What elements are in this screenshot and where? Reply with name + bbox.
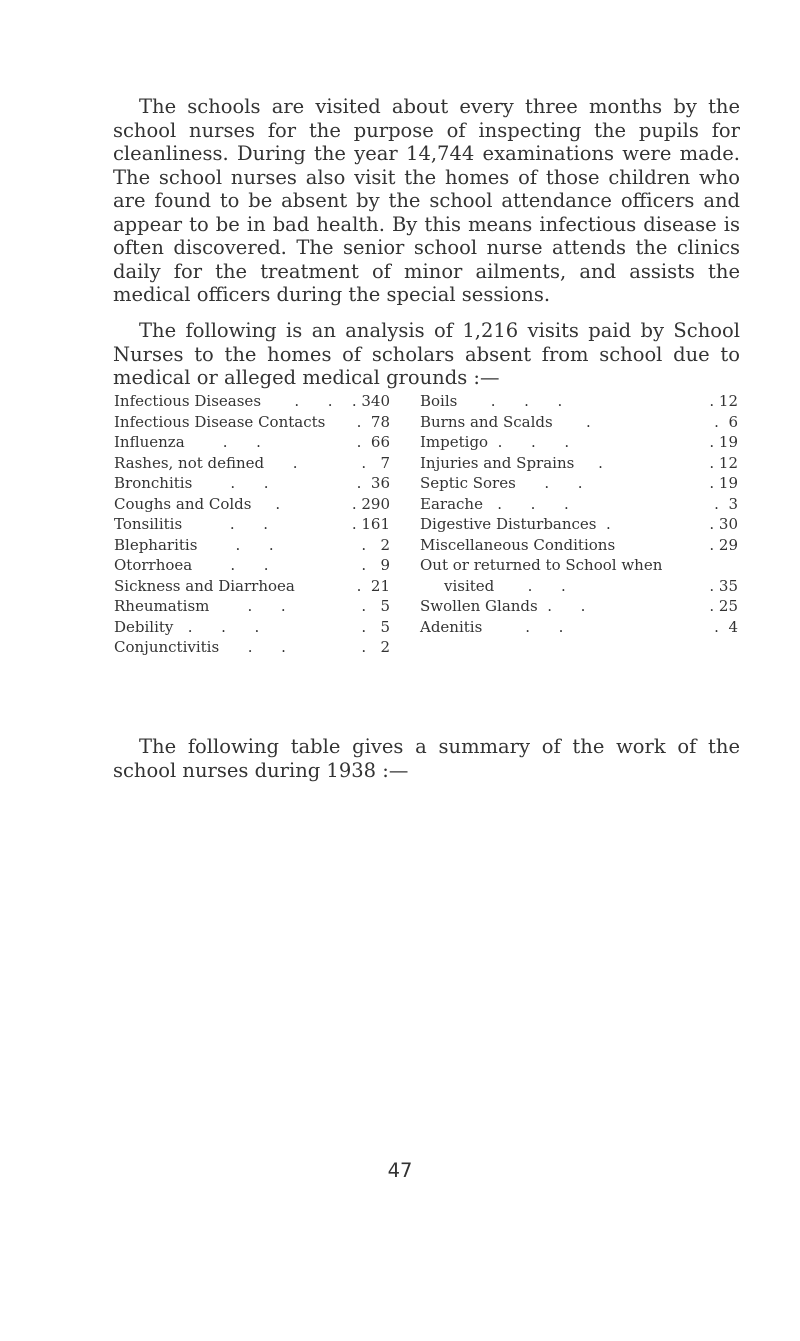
table-row [114,494,390,515]
row-value: . 7 [361,453,390,472]
row-value: . 3 [714,494,738,513]
table-row [114,596,390,617]
table-row [420,535,738,556]
row-value: . 19 [709,474,738,492]
row-value: . 9 [361,556,390,574]
table-row [420,412,738,433]
row-value: . 12 [709,392,738,410]
row-value: . 4 [714,617,738,636]
row-value: . 2 [361,535,390,554]
row-value: . 5 [361,617,390,636]
row-label: Rashes, not defined . [114,453,298,472]
table-row [420,432,738,453]
table-row [114,637,390,658]
row-label: Injuries and Sprains . [420,453,603,472]
table-row [420,596,738,617]
visits-table-right [420,391,738,637]
row-value: . 12 [709,453,738,472]
paragraph-summary-intro [113,735,740,782]
row-label: Boils . . . [420,392,563,410]
table-row [114,412,390,433]
table-row [420,555,738,576]
paragraph-text: The schools are visited about every three months by the school nurses for the purpose of inspecting the pupils for cleanliness. During the year 14,744 examinations were made. The school nurses also visit the homes of those children who are found to be absent by the school attendance officers and appear to be in bad health. By this means infectious disease is often discovered. The senior school nurse attends the clinics daily for the treatment of minor ailments, and assists the medical officers during the special sessions. [113,95,740,306]
row-label: Burns and Scalds . [420,412,591,431]
row-label: Swollen Glands . . [420,597,586,615]
row-label: Blepharitis . . [114,535,274,554]
row-label: Influenza . . [114,433,261,451]
row-value: . 161 [351,515,390,533]
row-label: visited . . [444,576,566,595]
table-row [420,453,738,474]
row-label: Debility . . . [114,617,260,636]
row-value: . 340 [351,392,390,410]
table-row [114,555,390,576]
paragraph-text: The following is an analysis of 1,216 visits paid by School Nurses to the homes of scholars absent from school due to medical or alleged medical grounds :— [113,319,740,389]
row-value: . 66 [356,433,390,451]
table-row [114,617,390,638]
row-label: Otorrhoea . . [114,556,269,574]
row-value: . 78 [356,412,390,431]
table-row [420,494,738,515]
row-label: Sickness and Diarrhoea [114,576,295,595]
table-row [420,576,738,597]
table-row [114,514,390,535]
table-row [420,473,738,494]
table-row [114,535,390,556]
table-row [114,576,390,597]
visits-table-left [114,391,390,658]
row-value: . 30 [709,515,738,533]
row-value: . 36 [356,474,390,492]
row-label: Infectious Diseases . . [114,392,333,410]
table-row [420,391,738,412]
paragraph-text: The following table gives a summary of the work of the school nurses during 1938 :— [113,735,740,782]
table-row [420,617,738,638]
row-value: . 19 [709,433,738,451]
row-value: . 29 [709,535,738,554]
row-label: Earache . . . [420,494,569,513]
row-label: Tonsilitis . . [114,515,268,533]
row-label: Septic Sores . . [420,474,583,492]
row-label: Out or returned to School when [420,556,663,574]
row-value: . 35 [709,576,738,595]
row-label: Impetigo . . . [420,433,570,451]
table-row [114,473,390,494]
row-label: Adenitis . . [420,617,564,636]
table-row [114,391,390,412]
page-number: 47 [387,1159,413,1182]
paragraph-school-visits [113,95,740,307]
row-label: Coughs and Colds . [114,494,281,513]
row-label: Conjunctivitis . . [114,638,286,656]
row-label: Bronchitis . . [114,474,269,492]
row-value: . 2 [361,638,390,656]
row-value: . 21 [356,576,390,595]
row-value: . 290 [351,494,390,513]
row-value: . 6 [714,412,738,431]
table-row [114,432,390,453]
row-value: . 5 [361,597,390,615]
row-label: Infectious Disease Contacts [114,412,326,431]
row-value: . 25 [709,597,738,615]
paragraph-analysis-intro [113,319,740,390]
row-label: Rheumatism . . [114,597,286,615]
table-row [420,514,738,535]
row-label: Miscellaneous Conditions [420,535,616,554]
table-row [114,453,390,474]
row-label: Digestive Disturbances . [420,515,611,533]
